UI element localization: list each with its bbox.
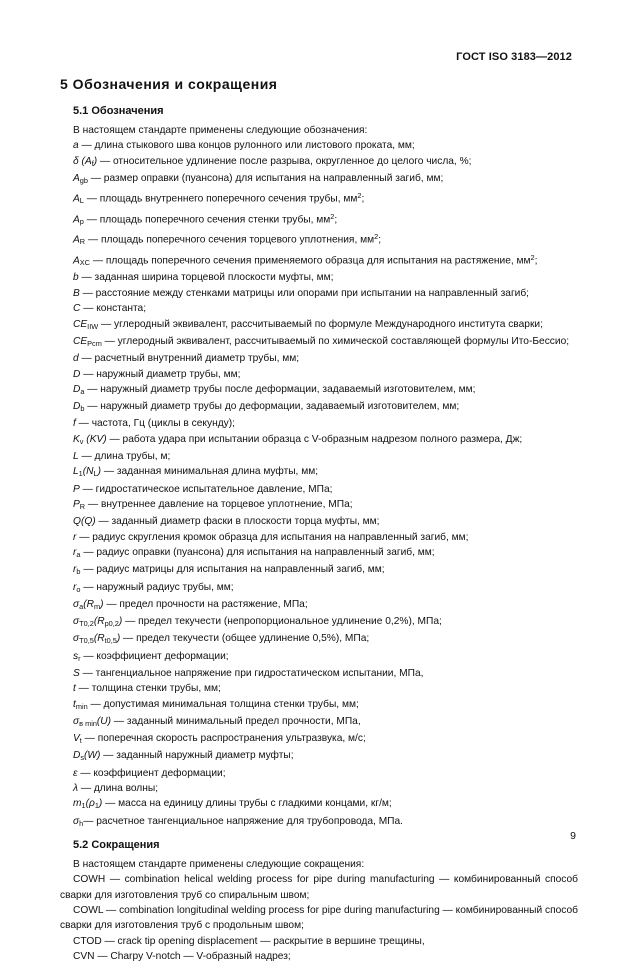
symbol-item: Vt — поперечная скорость распространения ультразвука, м/с; xyxy=(73,733,366,745)
symbol-alt: (ρ xyxy=(85,798,95,810)
symbol-item: B — расстояние между стенками матрицы или опорами при испытании на направленный загиб; xyxy=(73,287,530,299)
abbreviation-item: COWH — combination helical welding process for pipe during manufacturing — комбинированный способ сварки для изготовления труб со спиральным швом; xyxy=(60,874,578,901)
symbol-subscript: в min xyxy=(79,718,97,728)
section-title: 5 Обозначения и сокращения xyxy=(60,76,278,92)
symbol-subscript: 1 xyxy=(78,469,83,479)
symbol: S xyxy=(73,667,80,679)
symbol: m xyxy=(73,798,82,810)
symbol: ε xyxy=(73,767,78,779)
symbol-alt: (N xyxy=(82,466,94,478)
abbreviation-item: COWL — combination longitudinal welding process for pipe during manufacturing — комбинированный способ сварки для изготовления труб с продольным швом; xyxy=(60,905,578,932)
symbol: λ xyxy=(73,782,79,794)
symbol: D xyxy=(73,383,81,395)
standard-header: ГОСТ ISO 3183—2012 xyxy=(456,51,572,63)
symbol-item: σT0,2(Rp0,2) — предел текучести (непропорциональное удлинение 0,2%), МПа; xyxy=(73,616,442,628)
symbol-item: σa(Rm) — предел прочности на растяжение, МПа; xyxy=(73,598,308,611)
symbol-subscript: a xyxy=(80,386,85,396)
symbol-subscript: p xyxy=(79,216,84,226)
symbol-subscript: h xyxy=(79,818,84,828)
symbol-subscript: T0,2 xyxy=(79,618,94,628)
superscript: 2 xyxy=(357,191,362,201)
symbol-subscript: XC xyxy=(79,258,90,267)
symbol-alt: (R xyxy=(83,598,94,610)
abbreviations-list xyxy=(60,872,578,964)
symbol-subscript: a xyxy=(79,601,84,611)
abbreviations-intro: В настоящем стандарте применены следующие сокращения: xyxy=(73,858,365,870)
symbol: σ xyxy=(73,633,80,645)
symbol-subscript: s xyxy=(80,753,85,763)
symbol-item: CEIIW — углеродный эквивалент, рассчитываемый по формуле Международного института сварки; xyxy=(73,318,543,331)
symbol: K xyxy=(73,433,80,445)
superscript: 2 xyxy=(330,211,335,221)
symbol-item: Ap — площадь поперечного сечения стенки трубы, $мм^2$; xyxy=(73,211,338,226)
symbol-subscript: 1 xyxy=(81,801,86,811)
symbol-item: Db — наружный диаметр трубы до деформации, задаваемый изготовителем, мм; xyxy=(73,401,460,413)
symbol: A xyxy=(73,214,80,226)
symbol-alt-subscript: t0,5 xyxy=(104,636,117,646)
symbol-alt: ) xyxy=(93,155,98,167)
symbol: δ (A xyxy=(73,155,92,167)
symbol-item: CEPcm — углеродный эквивалент, рассчитываемый по химической составляющей формулы Ито-Бессио; xyxy=(73,335,570,348)
symbol: A xyxy=(73,234,80,246)
symbol-item: m1(ρ1) — масса на единицу длины трубы с гладкими концами, кг/м; xyxy=(73,798,392,811)
symbol: B xyxy=(73,287,80,299)
symbol-alt: (U) xyxy=(96,715,112,727)
symbol: P xyxy=(73,499,80,511)
symbol-item: f — частота, Гц (циклы в секунду); xyxy=(73,418,235,430)
symbol: t xyxy=(73,698,76,710)
symbol-item: D — наружный диаметр трубы, мм; xyxy=(73,368,241,380)
symbol-item: rb — радиус матрицы для испытания на направленный загиб, мм; xyxy=(73,564,385,577)
symbol-item: L — длина трубы, м; xyxy=(73,451,171,463)
symbol-alt: (KV) xyxy=(83,433,107,445)
symbol: r xyxy=(73,581,77,593)
symbol: Q xyxy=(73,516,81,528)
superscript: 2 xyxy=(374,232,379,242)
symbol-alt: (W) xyxy=(84,750,101,762)
symbol-subscript: gb xyxy=(79,175,88,185)
symbol-item: Kv (KV) — работа удара при испытании образца с V-образным надрезом полного размера, Дж; xyxy=(73,433,523,446)
symbol: L xyxy=(73,451,79,463)
symbol-item: λ — длина волны; xyxy=(73,782,159,794)
abbreviation-item: CVN — Charpy V-notch — V-образный надрез; xyxy=(73,951,291,963)
symbol-subscript: Pcm xyxy=(87,338,102,348)
symbol-subscript: min xyxy=(75,701,88,711)
symbol-item: a — длина стыкового шва концов рулонного или листового проката, мм; xyxy=(73,140,415,152)
symbol-item: Ds(W) — заданный наружный диаметр муфты; xyxy=(73,750,294,763)
abbreviation-item: CTOD — crack tip opening displacement — раскрытие в вершине трещины, xyxy=(73,935,425,947)
symbol-item: b — заданная ширина торцевой плоскости муфты, мм; xyxy=(73,272,334,284)
symbol-item: AXC — площадь поперечного сечения применяемого образца для испытания на растяжение, $мм^2$; xyxy=(73,252,538,267)
symbol-item: sr — коэффициент деформации; xyxy=(73,650,229,663)
symbol: A xyxy=(73,193,80,205)
symbol-subscript: v xyxy=(79,436,84,446)
symbol-subscript: f xyxy=(91,158,94,168)
symbol: D xyxy=(73,401,81,413)
symbol-item: Agb — размер оправки (пуансона) для испытания на направленный загиб, мм; xyxy=(73,173,444,185)
symbol: CE xyxy=(73,318,88,330)
symbol: f xyxy=(73,418,76,430)
symbol: r xyxy=(73,547,77,559)
symbol-subscript: t xyxy=(79,735,82,745)
symbol-alt-close: ) xyxy=(97,466,101,478)
symbol-item: AL — площадь внутреннего поперечного сечения трубы, $мм^2$; xyxy=(73,191,365,206)
symbol-subscript: L xyxy=(79,196,84,206)
symbol-alt-subscript: L xyxy=(93,469,98,479)
symbol-item: Q(Q) — заданный диаметр фаски в плоскости торца муфты, мм; xyxy=(73,516,380,528)
symbol-item: AR — площадь поперечного сечения торцевого уплотнения, $мм^2$; xyxy=(73,232,382,247)
symbol-subscript: b xyxy=(80,403,85,413)
subsection-title-abbreviations: 5.2 Сокращения xyxy=(73,838,160,851)
symbol-item: σT0,5(Rt0,5) — предел текучести (общее удлинение 0,5%), МПа; xyxy=(73,633,370,646)
symbol-alt-subscript: p0,2 xyxy=(104,618,119,628)
symbol-alt-close: ) xyxy=(98,798,103,810)
symbol-item: ro — наружный радиус трубы, мм; xyxy=(73,581,234,594)
symbol-item: Da — наружный диаметр трубы после деформации, задаваемый изготовителем, мм; xyxy=(73,383,476,396)
symbol-subscript: o xyxy=(76,584,81,594)
symbol: a xyxy=(73,140,79,152)
symbol-item: PR — внутреннее давление на торцевое уплотнение, МПа; xyxy=(73,499,353,511)
symbol: D xyxy=(73,750,81,762)
symbol-alt-close: ) xyxy=(118,616,123,628)
symbol: s xyxy=(73,650,79,662)
symbol-item: r — радиус скругления кромок образца для испытания на направленный загиб, мм; xyxy=(73,531,469,543)
symbol-item: P — гидростатическое испытательное давление, МПа; xyxy=(73,483,333,495)
symbol-alt-close: ) xyxy=(100,598,104,610)
symbol: r xyxy=(73,564,77,576)
symbol-alt: (R xyxy=(93,616,105,628)
symbol: d xyxy=(73,353,79,365)
symbol: A xyxy=(73,173,80,185)
symbol-item: t — толщина стенки трубы, мм; xyxy=(73,683,221,695)
symbol-item: d — расчетный внутренний диаметр трубы, мм; xyxy=(73,353,300,365)
symbol: P xyxy=(73,483,80,495)
symbol-subscript: r xyxy=(78,653,81,663)
symbol-item: S — тангенциальное напряжение при гидростатическом испытании, МПа, xyxy=(73,667,424,679)
symbol-subscript: a xyxy=(76,549,81,559)
symbol-subscript: T0,5 xyxy=(79,636,94,646)
symbol-alt-subscript: m xyxy=(93,601,101,611)
symbols-list xyxy=(60,138,578,830)
symbol-item: ε — коэффициент деформации; xyxy=(73,767,226,779)
symbol: r xyxy=(73,531,77,543)
symbol: t xyxy=(73,683,76,695)
symbol-alt-close: ) xyxy=(116,633,121,645)
symbol: b xyxy=(73,272,79,284)
page-number: 9 xyxy=(570,830,576,842)
symbol-alt: (R xyxy=(93,633,105,645)
symbol-item: σв min(U) — заданный минимальный предел прочности, МПа, xyxy=(73,715,361,728)
symbol-item: δ (Af) — относительное удлинение после разрыва, округленное до целого числа, %; xyxy=(73,155,472,168)
subsection-title-symbols: 5.1 Обозначения xyxy=(73,105,164,117)
page-content xyxy=(60,76,578,965)
symbol-subscript: IIW xyxy=(87,321,99,331)
symbol-alt: (Q) xyxy=(80,516,96,528)
symbol-subscript: R xyxy=(79,501,86,511)
symbol: C xyxy=(73,303,81,315)
symbol: σ xyxy=(73,616,80,628)
symbol-item: C — константа; xyxy=(73,303,147,315)
symbol: D xyxy=(73,368,81,380)
symbol: σ xyxy=(73,815,80,827)
symbol-item: L1(NL) — заданная минимальная длина муфты, мм; xyxy=(73,466,319,479)
symbol: V xyxy=(73,733,80,745)
symbol: A xyxy=(73,255,80,267)
symbol-subscript: b xyxy=(76,567,81,577)
symbol-item: ra — радиус оправки (пуансона) для испытания на направленный загиб, мм; xyxy=(73,547,435,559)
symbol: L xyxy=(73,466,79,478)
symbol: σ xyxy=(73,715,80,727)
symbols-intro: В настоящем стандарте применены следующие обозначения: xyxy=(73,125,368,136)
symbol-item: tmin — допустимая минимальная толщина стенки трубы, мм; xyxy=(73,698,359,711)
symbol-item: σh— расчетное тангенциальное напряжение для трубопровода, МПа. xyxy=(73,815,404,828)
symbol-alt-subscript: 1 xyxy=(94,801,99,811)
superscript: 2 xyxy=(530,252,535,262)
symbol: σ xyxy=(73,598,80,610)
symbol: CE xyxy=(73,335,88,347)
symbol-subscript: R xyxy=(79,237,86,247)
